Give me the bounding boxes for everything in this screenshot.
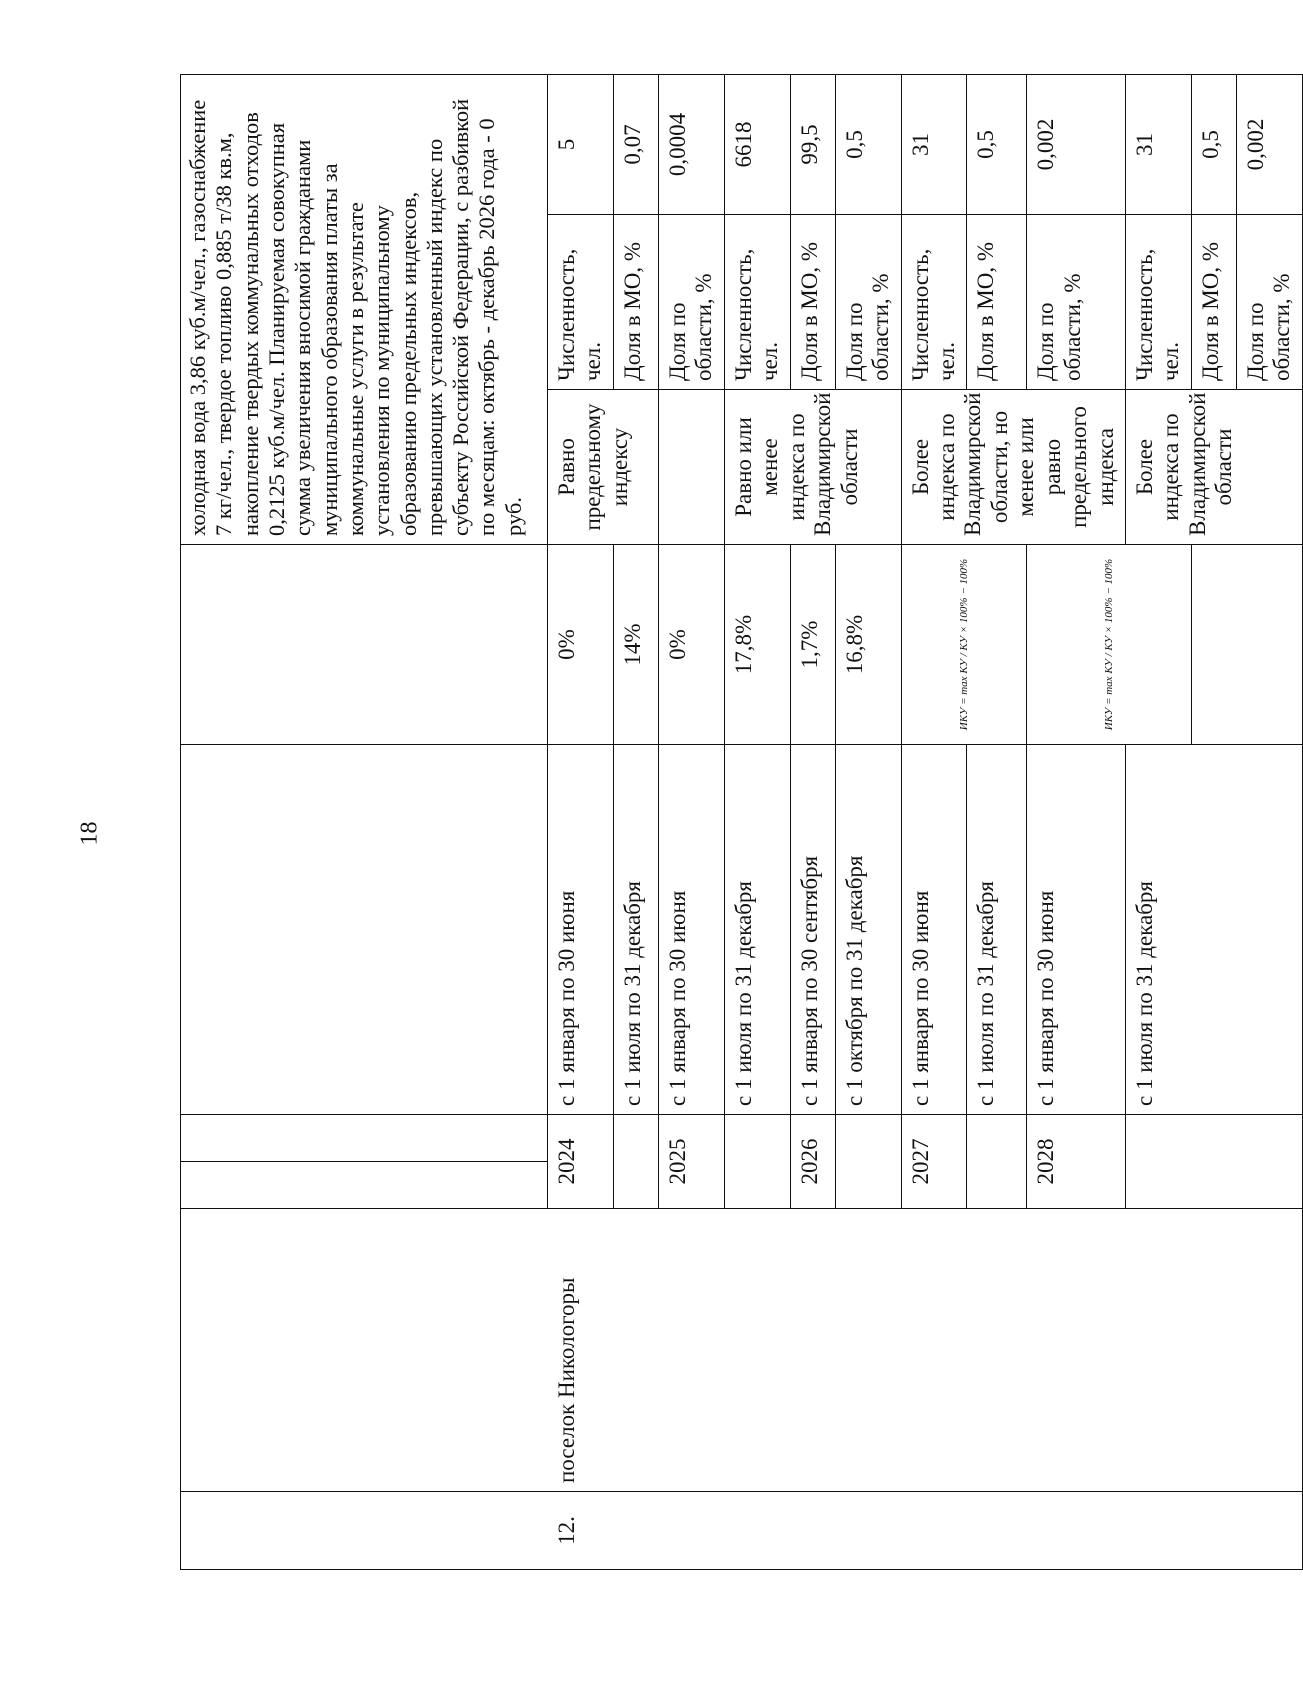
value-cell: 0,5 (967, 74, 1027, 214)
category-equal-limit: Равно предельному индексу (548, 390, 659, 545)
cell-empty (181, 1209, 548, 1492)
period-cell: с 1 октября по 31 декабря (835, 745, 901, 1115)
period-cell: с 1 января по 30 сентября (790, 745, 835, 1115)
page-number: 18 (76, 821, 103, 846)
table-row (181, 74, 548, 1569)
settlement-name: поселок Никологоры (548, 1209, 1303, 1492)
metric-share-region: Доля по области, % (1236, 215, 1302, 390)
metric-count: Численность, чел. (548, 215, 614, 390)
cell-empty (835, 1115, 901, 1209)
metric-share-region: Доля по области, % (658, 215, 724, 390)
row-number: 12. (548, 1492, 1303, 1570)
category-between: Более индекса по Владимирской области, но менее или равно предельного индекса (901, 390, 1126, 545)
period-cell: с 1 июля по 31 декабря (967, 745, 1027, 1115)
metric-share-mo: Доля в МО, % (1191, 215, 1236, 390)
value-cell: 99,5 (790, 74, 835, 214)
index-value: 0% (548, 545, 614, 745)
value-cell: 0,5 (835, 74, 901, 214)
year-2028: 2028 (1027, 1115, 1126, 1209)
cell-empty (181, 1492, 548, 1570)
metric-share-region: Доля по области, % (835, 215, 901, 390)
cell-empty (658, 390, 724, 545)
value-cell: 0,07 (613, 74, 658, 214)
metric-count: Численность, чел. (724, 215, 790, 390)
cell-empty (181, 745, 548, 1115)
index-value: 17,8% (724, 545, 790, 745)
indices-table (180, 74, 1303, 1570)
metric-count: Численность, чел. (901, 215, 967, 390)
year-2027: 2027 (901, 1115, 967, 1209)
metric-share-mo: Доля в МО, % (967, 215, 1027, 390)
metric-share-region: Доля по области, % (1027, 215, 1126, 390)
formula-2027: ИКУ = max КУ / КУ × 100% − 100% (901, 545, 1027, 745)
value-cell: 0,5 (1191, 74, 1236, 214)
cell-empty (967, 1115, 1027, 1209)
value-cell: 0,002 (1236, 74, 1302, 214)
value-cell: 31 (901, 74, 967, 214)
period-cell: с 1 января по 30 июня (658, 745, 724, 1115)
metric-share-mo: Доля в МО, % (613, 215, 658, 390)
cell-empty (1191, 545, 1302, 745)
category-above-region: Более индекса по Владимирской области (1126, 390, 1303, 545)
formula-2028: ИКУ = max КУ / КУ × 100% − 100% (1027, 545, 1192, 745)
period-cell: с 1 июля по 31 декабря (1126, 745, 1303, 1115)
index-value: 1,7% (790, 545, 835, 745)
cell-empty (181, 545, 548, 745)
index-value: 16,8% (835, 545, 901, 745)
rotated-table-container (180, 75, 1295, 1570)
category-le-region: Равно или менее индекса по Владимирской области (724, 390, 901, 545)
value-cell: 31 (1126, 74, 1192, 214)
metric-count: Численность, чел. (1126, 215, 1192, 390)
cell-empty (1126, 1115, 1303, 1209)
value-cell: 0,0004 (658, 74, 724, 214)
cell-empty (724, 1115, 790, 1209)
index-value: 0% (658, 545, 724, 745)
year-2024: 2024 (548, 1115, 614, 1209)
table-row (548, 74, 614, 1569)
period-cell: с 1 июля по 31 декабря (613, 745, 658, 1115)
period-cell: с 1 июля по 31 декабря (724, 745, 790, 1115)
description-cell: холодная вода 3,86 куб.м/чел., газоснабжение 7 кг/чел., твердое топливо 0,885 т/38 кв.м, накопление твердых коммунальных отходов 0,2125 куб.м/чел. Планируемая совокупная сумма увеличения вносимой гражданами муниципального образования платы за коммунальные услуги в результате установления по муниципальному образованию предельных индексов, превышающих установленный индекс по субъекту Российской Федерации, с разбивкой по месяцам: октябрь - декабрь 2026 года - 0 руб. (181, 74, 548, 544)
cell-empty (181, 1162, 548, 1209)
index-value: 14% (613, 545, 658, 745)
cell-empty (181, 1115, 548, 1162)
value-cell: 5 (548, 74, 614, 214)
year-2025: 2025 (658, 1115, 724, 1209)
value-cell: 6618 (724, 74, 790, 214)
period-cell: с 1 января по 30 июня (548, 745, 614, 1115)
value-cell: 0,002 (1027, 74, 1126, 214)
period-cell: с 1 января по 30 июня (1027, 745, 1126, 1115)
period-cell: с 1 января по 30 июня (901, 745, 967, 1115)
cell-empty (613, 1115, 658, 1209)
year-2026: 2026 (790, 1115, 835, 1209)
metric-share-mo: Доля в МО, % (790, 215, 835, 390)
